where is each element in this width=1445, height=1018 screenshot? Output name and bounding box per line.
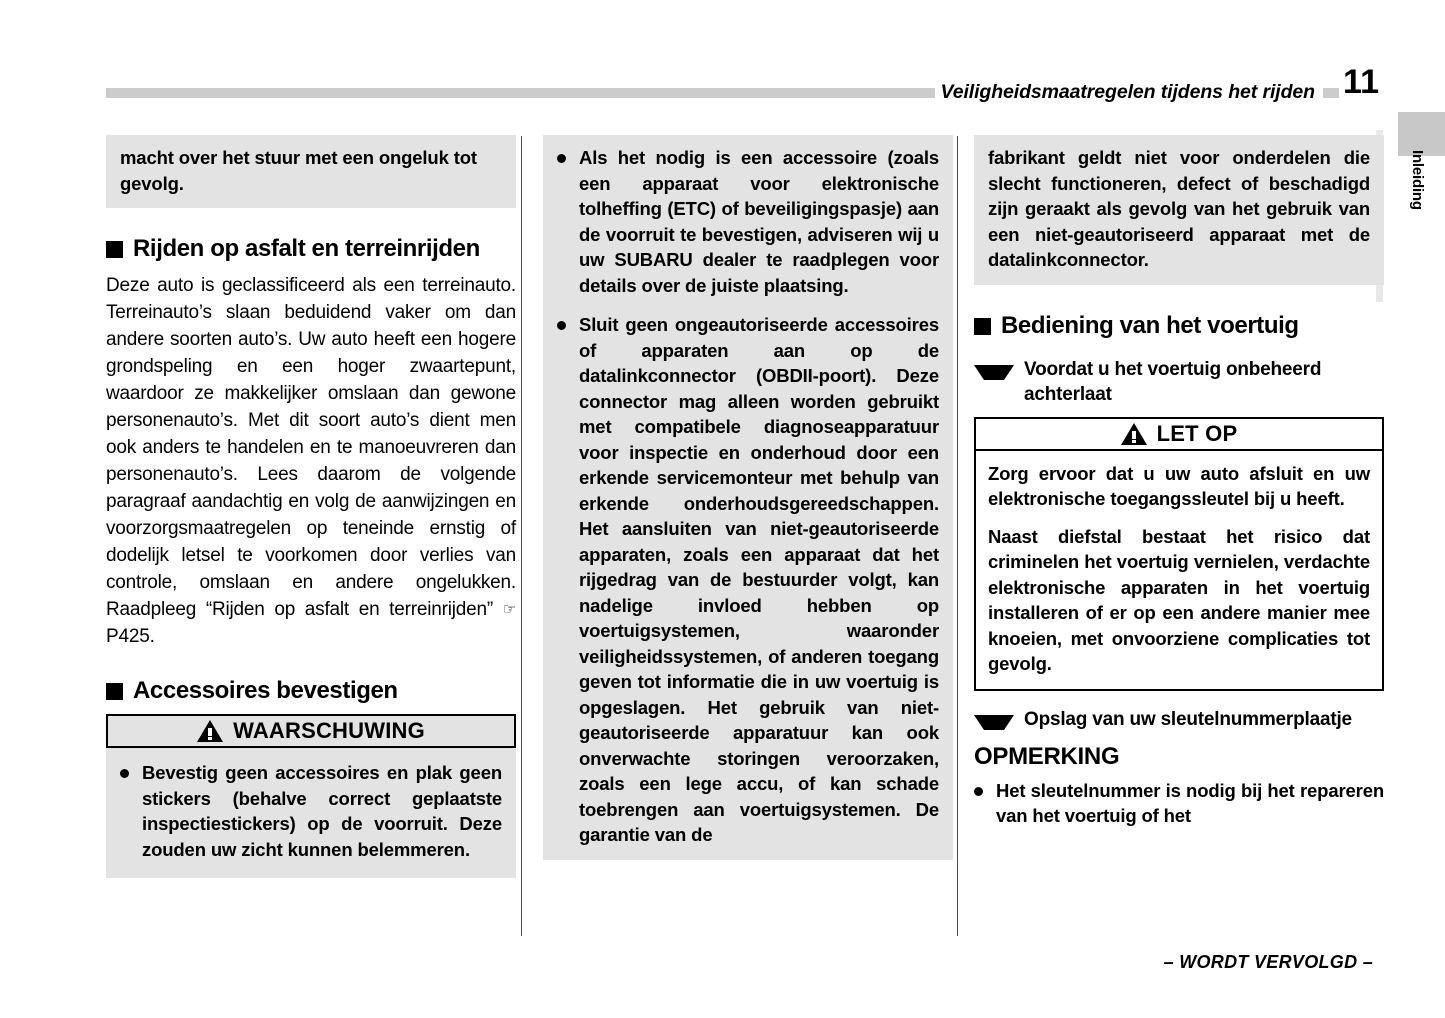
column-divider-1 [521,136,522,936]
square-bullet-icon [106,241,123,258]
subheading-unattended-label: Voordat u het voertuig onbeheerd achterlaat [1024,358,1322,405]
bullet-dot-icon [974,787,983,796]
warning-banner-label: WAARSCHUWING [233,718,425,743]
footer-continued-label: – WORDT VERVOLGD – [1163,952,1373,972]
warning-bullet-text: Bevestig geen accessoires en plak geen stickers (behalve correct geplaatste inspectiestickers) op de voorruit. Deze zouden uw zicht kunnen belemmeren. [142,762,502,860]
section-heading-operation-label: Bediening van het voertuig [1001,311,1299,339]
column-middle [543,135,953,860]
caution-banner-label: LET OP [1156,420,1238,446]
continued-accessory-text: fabrikant geldt niet voor onderdelen die slecht functioneren, defect of beschadigd zijn geraakt als gevolg van het gebruik van een niet-geautoriseerd apparaat met de datalinkconnector. [988,147,1370,270]
caution-body [974,451,1384,691]
page-number: 11 [1339,62,1383,102]
pointing-hand-icon: ☞ [502,601,516,618]
continued-accessory-block [974,135,1384,285]
section-heading-offroad [106,234,516,264]
caution-paragraph-2: Naast diefstal bestaat het risico dat criminelen het voertuig vernielen, verdachte elektronische apparaten in het voertuig installeren of er op een andere manier mee knoeien, met onvoorziene complicaties tot gevolg. [988,525,1370,674]
list-item [557,145,939,298]
accessory-warning-block [543,135,953,860]
triangle-down-icon [974,715,1014,730]
square-bullet-icon [106,683,123,700]
offroad-page-reference: P425. [106,626,155,647]
subheading-keynumber [974,707,1384,732]
column-right [974,135,1384,829]
warning-triangle-icon [1121,423,1147,445]
triangle-down-icon [974,365,1014,380]
caution-paragraph-1: Zorg ervoor dat u uw auto afsluit en uw elektronische toegangssleutel bij u heeft. [988,462,1370,509]
page-header-title: Veiligheidsmaatregelen tijdens het rijden [935,80,1323,104]
column-left [106,135,516,878]
bullet-dot-icon [557,154,566,163]
section-heading-operation [974,311,1384,341]
list-item [557,312,939,848]
warning-triangle-icon [197,720,223,742]
list-item [120,760,502,862]
bullet-dot-icon [120,769,129,778]
continued-warning-text: macht over het stuur met een ongeluk tot gevolg. [120,147,477,194]
note-bullet-text: Het sleutelnummer is nodig bij het repareren van het voertuig of het [996,779,1384,826]
offroad-body-text: Deze auto is geclassificeerd als een terreinauto. Terreinauto’s slaan beduidend vaker om dan andere soorten auto’s. Uw auto heeft een hogere grondspeling en een hoger zwaartepunt, waardoor ze makkelijker omslaan dan gewone personenauto’s. Met dit soort auto’s dient men ook anders te handelen en te manoeuvreren dan personenauto’s. Lees daarom de volgende paragraaf aandachtig en volg de aanwijzingen en voorzorgsmaatregelen op teneinde ernstig of dodelijk letsel te voorkomen door verlies van controle, omslaan en andere ongelukken. Raadpleeg “Rijden op asfalt en terreinrijden” [106,275,516,620]
subheading-keynumber-label: Opslag van uw sleutelnummerplaatje [1024,708,1352,730]
column-divider-2 [957,136,958,936]
section-heading-accessories-label: Accessoires bevestigen [133,677,398,704]
middle-bullet-2-text: Sluit geen ongeautoriseerde accessoires of apparaten aan op de datalinkconnector (OBDII-poort). Deze connector mag alleen worden gebruikt met compatibele diagnoseapparatuur voor inspectie en onderhoud door een erkende servicemonteur met behulp van erkende onderhoudsgereedschappen. Het aansluiten van niet-geautoriseerde apparaten, zoals een apparaat dat het rijgedrag van de bestuurder volgt, kan nadelige invloed hebben op voertuigsystemen, waaronder veiligheidssystemen, of anderen toegang geven tot informatie die in uw voertuig is opgeslagen. Het gebruik van niet-geautoriseerde apparatuur kan ook onverwachte storingen veroorzaken, zoals een lege accu, of kan schade toebrengen aan voertuigsystemen. De garantie van de [579,314,939,845]
note-heading: OPMERKING [974,742,1120,770]
offroad-body-paragraph [106,272,516,650]
bullet-dot-icon [557,321,566,330]
warning-body [106,748,516,878]
middle-bullet-1-text: Als het nodig is een accessoire (zoals een apparaat voor elektronische tolheffing (ETC) of beveiligingspasje) aan de voorruit te bevestigen, adviseren wij u uw SUBARU dealer te raadplegen voor details over de juiste plaatsing. [579,147,939,296]
list-item [974,778,1384,829]
subheading-unattended [974,357,1384,407]
square-bullet-icon [974,318,991,335]
section-heading-accessories [106,676,516,706]
caution-banner [974,417,1384,451]
continued-warning-block [106,135,516,208]
section-heading-offroad-label: Rijden op asfalt en terreinrijden [133,235,480,262]
chapter-tab-label: Inleiding [1409,150,1426,210]
warning-banner [106,714,516,748]
